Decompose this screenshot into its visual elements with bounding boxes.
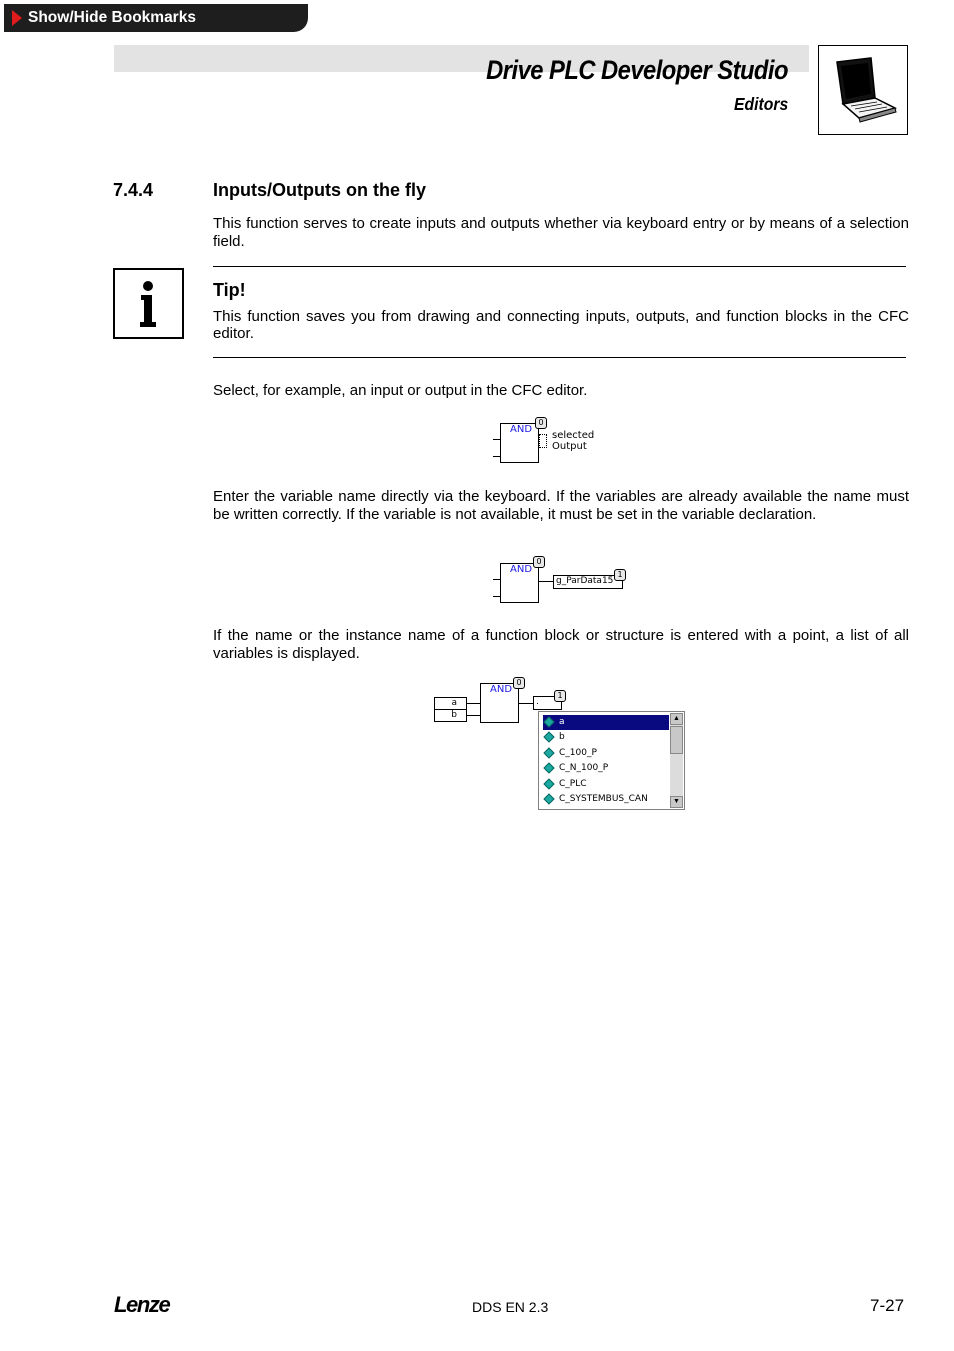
divider <box>213 266 906 267</box>
list-item[interactable]: C_100_P <box>543 746 669 761</box>
output-variable-input[interactable]: . <box>533 696 562 710</box>
document-code: DDS EN 2.3 <box>472 1299 549 1315</box>
block-name: AND <box>510 564 533 575</box>
lenze-logo: Lenze <box>114 1292 170 1317</box>
output-label: Output <box>552 441 587 452</box>
list-item[interactable]: b <box>543 730 669 745</box>
output-variable-box[interactable]: g_ParData15 <box>553 575 623 589</box>
output-badge: 1 <box>614 569 626 581</box>
chapter-subtitle: Editors <box>733 94 788 114</box>
input-a-box[interactable]: a <box>434 697 467 710</box>
variable-icon <box>543 716 554 727</box>
scroll-up-icon[interactable]: ▲ <box>670 713 683 725</box>
block-badge: 0 <box>533 556 545 568</box>
input-b-box[interactable]: b <box>434 709 467 722</box>
list-item[interactable]: C_SYSTEMBUS_CAN <box>543 792 669 807</box>
section-title: Inputs/Outputs on the fly <box>213 180 426 200</box>
selected-label: selected <box>552 430 595 441</box>
variable-icon <box>543 793 554 804</box>
section-number: 7.4.4 <box>113 180 154 200</box>
variable-icon <box>543 731 554 742</box>
list-item[interactable]: C_N_100_P <box>543 761 669 776</box>
block-badge: 0 <box>535 417 547 429</box>
page-number: 7-27 <box>870 1296 905 1315</box>
connection-line <box>467 715 480 716</box>
tip-text: This function saves you from drawing and connecting inputs, outputs, and function blocks in the CFC editor. <box>213 308 909 342</box>
tip-title: Tip! <box>213 280 246 300</box>
list-scrollbar[interactable] <box>670 713 683 808</box>
divider <box>213 357 906 358</box>
block-name: AND <box>490 684 513 695</box>
selected-output-pin[interactable] <box>539 434 547 448</box>
intro-paragraph: This function serves to create inputs and outputs whether via keyboard entry or by means of a selection field. <box>213 215 909 250</box>
step2-text: Enter the variable name directly via the keyboard. If the variables are already available the name must be written correctly. If the variable is not available, it must be set in the variable declaration. <box>213 488 909 523</box>
scroll-down-icon[interactable]: ▼ <box>670 796 683 808</box>
info-icon <box>113 268 184 339</box>
and-block[interactable] <box>500 423 539 463</box>
variable-selection-list[interactable] <box>538 711 685 810</box>
list-item[interactable]: C_PLC <box>543 777 669 792</box>
block-badge: 0 <box>513 677 525 689</box>
scroll-thumb[interactable] <box>670 726 683 754</box>
step3-text: If the name or the instance name of a function block or structure is entered with a point, a list of all variables is displayed. <box>213 627 909 662</box>
variable-icon <box>543 778 554 789</box>
output-badge: 1 <box>554 690 566 702</box>
variable-icon <box>543 747 554 758</box>
block-name: AND <box>510 424 533 435</box>
bookmark-arrow-icon <box>12 10 22 26</box>
cfc-diagram-selected-output <box>490 414 610 466</box>
step1-text: Select, for example, an input or output in the CFC editor. <box>213 382 588 399</box>
and-block[interactable] <box>480 683 519 723</box>
show-hide-bookmarks-button[interactable] <box>4 4 308 32</box>
variable-icon <box>543 762 554 773</box>
bookmarks-label: Show/Hide Bookmarks <box>28 9 196 26</box>
cfc-diagram-variable-list <box>433 676 688 812</box>
laptop-icon <box>818 45 908 135</box>
and-block[interactable] <box>500 563 539 603</box>
list-item[interactable]: a <box>543 715 669 730</box>
document-title: Drive PLC Developer Studio <box>486 55 788 85</box>
connection-line <box>539 581 553 582</box>
connection-line <box>519 703 533 704</box>
cfc-diagram-output-entered <box>490 554 635 604</box>
connection-line <box>467 703 480 704</box>
